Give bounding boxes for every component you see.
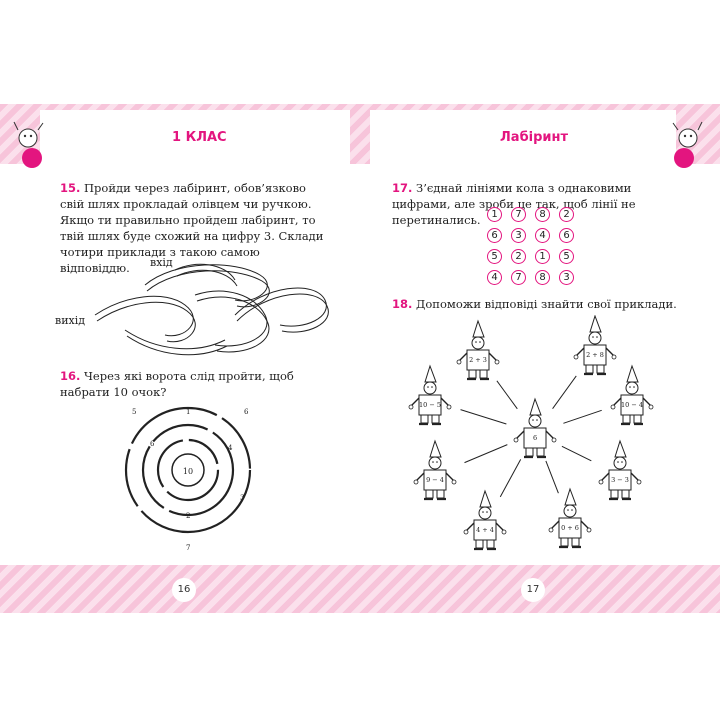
section-title: Лабіринт xyxy=(500,130,569,145)
gate-label: 4 xyxy=(228,444,233,452)
gnome-label: 3 − 3 xyxy=(611,476,629,484)
task-text: Пройди через лабіринт, обов’язково свій шлях прокладай олівцем чи ручкою. Якщо ти правильно пройдеш лабіринт, то твій шлях буде схожий на цифру 3. Склади чотири приклади з такою самою відповіддю. xyxy=(60,181,324,275)
number-circle[interactable]: 8 xyxy=(535,207,550,222)
number-circle[interactable]: 7 xyxy=(511,207,526,222)
gnome-label: 0 + 6 xyxy=(561,524,579,532)
gnomes-illustration xyxy=(400,315,675,560)
center-gnome xyxy=(514,399,556,457)
circle-row xyxy=(487,249,583,264)
task-number: 15. xyxy=(60,181,81,195)
task-text: Допоможи відповіді знайти свої приклади. xyxy=(416,297,677,311)
gnome-label: 6 xyxy=(532,434,538,442)
connector-line xyxy=(500,459,520,497)
maze-entry-label: вхід xyxy=(150,256,173,269)
number-circle[interactable]: 5 xyxy=(487,249,502,264)
number-circle[interactable]: 8 xyxy=(535,270,550,285)
circle-row xyxy=(487,228,583,243)
gnome-label: 9 − 4 xyxy=(426,476,444,484)
page-number-left: 16 xyxy=(172,578,196,602)
task-text: Через які ворота слід пройти, щоб набрати 10 очок? xyxy=(60,369,294,399)
task-18 xyxy=(392,296,682,312)
footer-band xyxy=(0,565,720,613)
number-circle[interactable]: 5 xyxy=(559,249,574,264)
gate-label: 6 xyxy=(150,440,155,448)
task-number: 16. xyxy=(60,369,81,383)
gate-label: 3 xyxy=(240,494,245,502)
number-circle[interactable]: 4 xyxy=(487,270,502,285)
circle-row xyxy=(487,207,583,222)
connector-line xyxy=(553,376,577,409)
number-circle[interactable]: 4 xyxy=(535,228,550,243)
gate-label: 7 xyxy=(186,544,191,552)
circle-row xyxy=(487,270,583,285)
example-gnome xyxy=(464,491,506,549)
example-gnome xyxy=(457,321,499,379)
example-gnome xyxy=(409,366,451,424)
number-circle[interactable]: 6 xyxy=(487,228,502,243)
task-number: 18. xyxy=(392,297,413,311)
task-16 xyxy=(60,368,330,400)
number-circle[interactable]: 2 xyxy=(511,249,526,264)
gate-label: 2 xyxy=(186,512,191,520)
gnome-label: 2 + 8 xyxy=(586,351,604,359)
example-gnome xyxy=(574,316,616,374)
mascot-icon xyxy=(668,120,706,170)
mascot-icon xyxy=(10,120,48,170)
number-circles-grid xyxy=(487,207,583,291)
example-gnome xyxy=(549,489,591,547)
number-circle[interactable]: 1 xyxy=(487,207,502,222)
task-number: 17. xyxy=(392,181,413,195)
gate-label: 5 xyxy=(132,408,137,416)
connector-line xyxy=(562,446,591,461)
gate-label: 1 xyxy=(186,408,191,416)
center-points: 10 xyxy=(182,467,194,476)
example-gnome xyxy=(611,366,653,424)
number-circle[interactable]: 6 xyxy=(559,228,574,243)
maze-exit-label: вихід xyxy=(55,314,86,327)
connector-line xyxy=(497,381,517,409)
number-circle[interactable]: 7 xyxy=(511,270,526,285)
gate-label: 6 xyxy=(244,408,249,416)
number-circle[interactable]: 1 xyxy=(535,249,550,264)
connector-line xyxy=(461,410,507,424)
example-gnome xyxy=(599,441,641,499)
task-text: З’єднай лініями кола з однаковими цифрами, але зроби це так, щоб лінії не перетинались. xyxy=(392,181,636,227)
page-number-right: 17 xyxy=(521,578,545,602)
connector-line xyxy=(546,461,559,493)
connector-line xyxy=(465,445,508,463)
example-gnome xyxy=(414,441,456,499)
circle-maze xyxy=(110,398,270,558)
gnome-label: 2 + 3 xyxy=(469,356,487,364)
number-circle[interactable]: 3 xyxy=(559,270,574,285)
gnome-label: 4 + 4 xyxy=(476,526,494,534)
gnome-label: 10 − 5 xyxy=(419,401,441,409)
ribbon-maze xyxy=(85,255,335,365)
number-circle[interactable]: 2 xyxy=(559,207,574,222)
gnome-label: 10 − 4 xyxy=(621,401,643,409)
connector-line xyxy=(563,410,601,423)
grade-title: 1 КЛАС xyxy=(172,130,227,145)
number-circle[interactable]: 3 xyxy=(511,228,526,243)
